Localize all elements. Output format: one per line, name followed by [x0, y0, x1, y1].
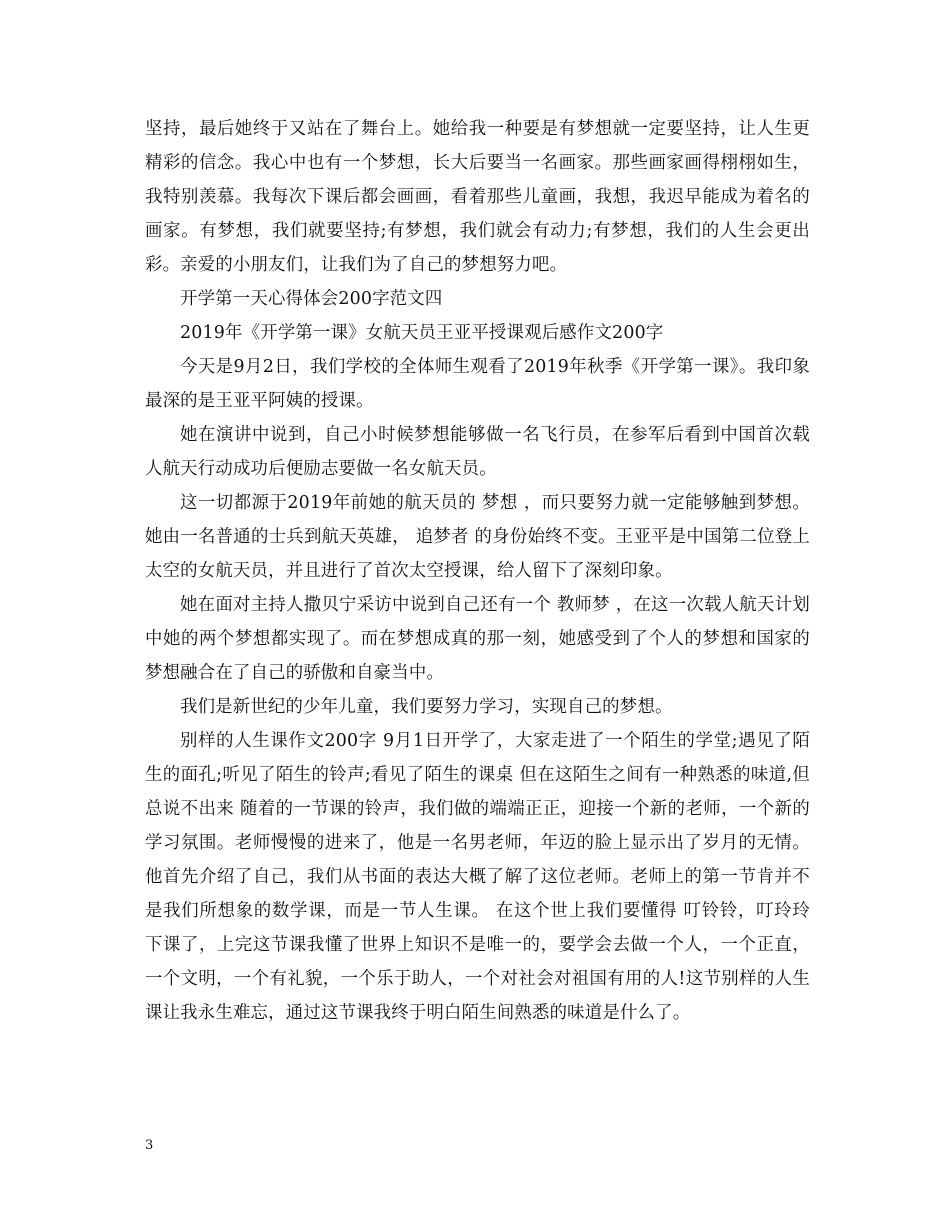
paragraph-continued-dream: 坚持，最后她终于又站在了舞台上。她给我一种要是有梦想就一定要坚持，让人生更精彩的信念。我心中也有一个梦想，长大后要当一名画家。那些画家画得栩栩如生，我特别羡慕。我每次下课后都会画画，看着那些儿童画，我想，我迟早能成为着名的画家。有梦想，我们就要坚持;有梦想，我们就会有动力;有梦想，我们的人生会更出彩。亲爱的小朋友们，让我们为了自己的梦想努力吧。 — [145, 119, 810, 275]
paragraph-life-lesson: 别样的人生课作文200字 9月1日开学了，大家走进了一个陌生的学堂;遇见了陌生的面孔;听见了陌生的铃声;看见了陌生的课桌 但在这陌生之间有一种熟悉的味道,但总说不出来 随着的一节课的铃声，我们做的端端正正，迎接一个新的老师，一个新的学习氛围。老师慢慢的进来了，他是一名男老师，年迈的脸上显示出了岁月的无情。他首先介绍了自己，我们从书面的表达大概了解了这位老师。老师上的第一节肯并不是我们所想象的数学课，而是一节人生课。 在这个世上我们要懂得 叮铃铃，叮玲玲 下课了，上完这节课我懂了世界上知识不是唯一的，要学会去做一个人，一个正直，一个文明，一个有礼貌，一个乐于助人，一个对社会对祖国有用的人!这节别样的人生课让我永生难忘，通过这节课我终于明白陌生间熟悉的味道是什么了。 — [145, 731, 810, 1023]
body-text — [145, 112, 810, 1030]
paragraph-teacher-dream: 她在面对主持人撒贝宁采访中说到自己还有一个 教师梦 ，在这一次载人航天计划中她的两个梦想都实现了。而在梦想成真的那一刻，她感受到了个人的梦想和国家的梦想融合在了自己的骄傲和自豪当中。 — [145, 595, 810, 683]
paragraph-speech: 她在演讲中说到，自己小时候梦想能够做一名飞行员，在参军后看到中国首次载人航天行动成功后便励志要做一名女航天员。 — [145, 425, 810, 479]
paragraph-conclusion: 我们是新世纪的少年儿童，我们要努力学习，实现自己的梦想。 — [180, 697, 673, 717]
article-title: 2019年《开学第一课》女航天员王亚平授课观后感作文200字 — [180, 323, 664, 343]
paragraph-intro: 今天是9月2日，我们学校的全体师生观看了2019年秋季《开学第一课》。我印象最深的是王亚平阿姨的授课。 — [145, 357, 810, 411]
section-heading: 开学第一天心得体会200字范文四 — [180, 289, 443, 309]
paragraph-dream-origin: 这一切都源于2019年前她的航天员的 梦想 ，而只要努力就一定能够触到梦想。她由一名普通的士兵到航天英雄， 追梦者 的身份始终不变。王亚平是中国第二位登上太空的女航天员，并且进行了首次太空授课，给人留下了深刻印象。 — [145, 493, 810, 581]
page-number: 3 — [145, 1138, 154, 1153]
